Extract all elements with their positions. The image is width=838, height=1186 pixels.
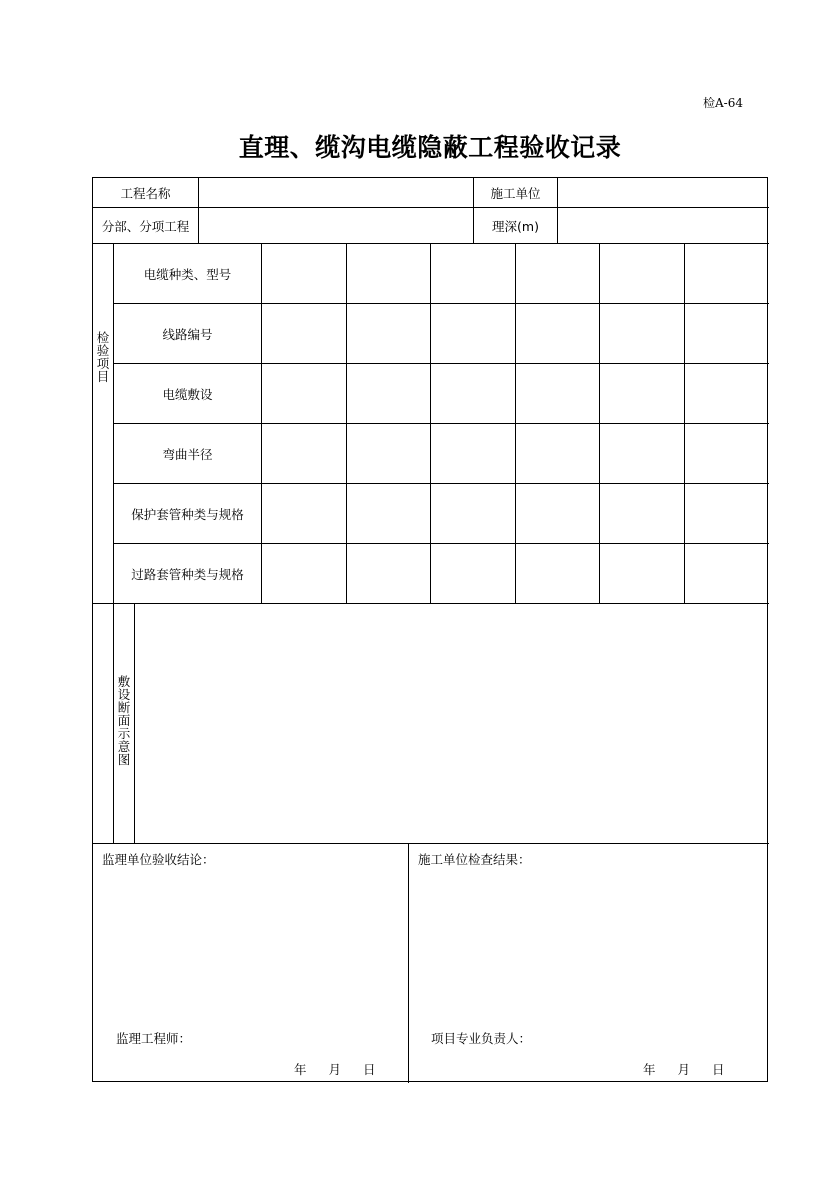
contractor-result-label: 施工单位检查结果： [418,852,531,867]
section-diagram-area[interactable] [135,604,768,842]
supervision-date: 年 月 日 [294,1062,376,1077]
inspection-row-label: 电缆敷设 [162,386,213,402]
col-divider [261,243,262,603]
inspection-row-label: 弯曲半径 [162,446,213,462]
col-divider [684,243,685,603]
col-divider [408,843,409,1083]
subproject-label: 分部、分项工程 [101,218,190,234]
inspection-row-label: 保护套管种类与规格 [131,506,244,522]
supervision-conclusion-label: 监理单位验收结论： [102,852,215,867]
col-divider [346,243,347,603]
project-name-field[interactable] [199,179,472,206]
contractor-signer-label: 项目专业负责人： [431,1031,532,1046]
burial-depth-field[interactable] [558,209,768,242]
inspection-row-label: 过路套管种类与规格 [131,566,244,582]
construction-unit-field[interactable] [558,179,768,206]
supervision-engineer-label: 监理工程师： [116,1031,192,1046]
col-divider [430,243,431,603]
col-divider [599,243,600,603]
inspection-form-table [92,177,768,1082]
section-diagram-label: 敷 设 断 面 示 意 图 [117,674,131,767]
inspection-group-label: 检 验 项 目 [96,330,110,384]
project-name-label: 工程名称 [120,185,171,201]
col-divider [515,243,516,603]
row-divider [93,843,769,844]
inspection-row-label: 电缆种类、型号 [143,266,232,282]
construction-unit-label: 施工单位 [490,185,541,201]
page-title: 直理、缆沟电缆隐蔽工程验收记录 [238,133,622,162]
burial-depth-label: 理深(m) [492,218,539,234]
subproject-field[interactable] [199,209,472,242]
form-code: 检A-64 [703,96,743,110]
inspection-row-label: 线路编号 [162,326,213,342]
contractor-date: 年 月 日 [643,1062,725,1077]
